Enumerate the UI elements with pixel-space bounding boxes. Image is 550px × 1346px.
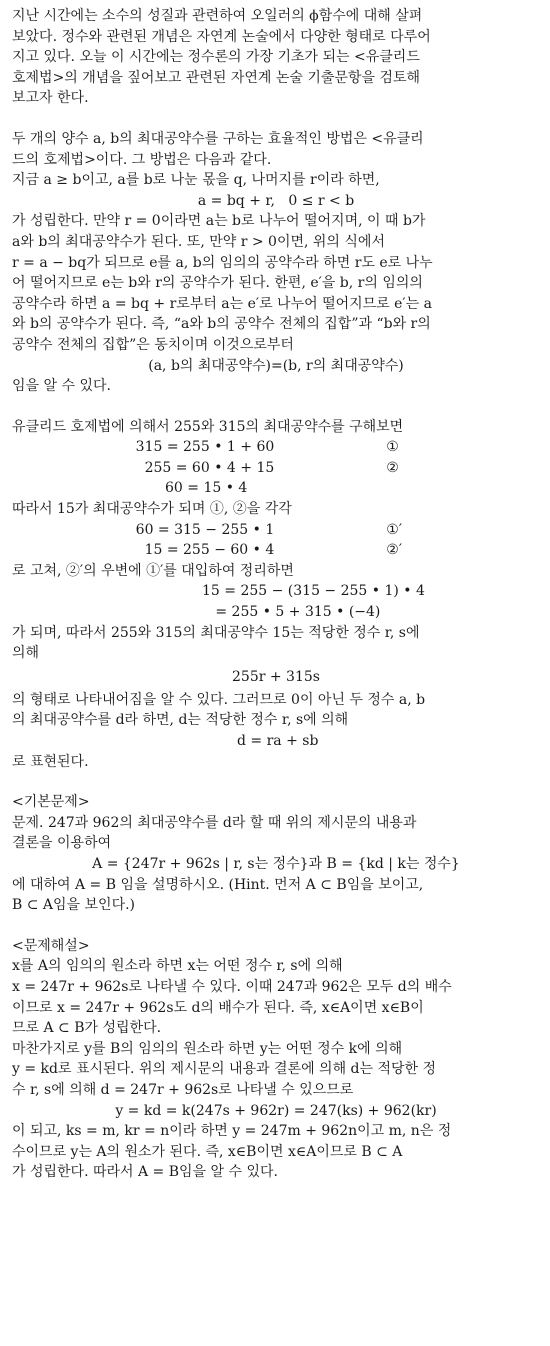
euclid-explanation <box>12 129 540 397</box>
equation: 15 = 255 − 60 • 4 <box>144 542 275 559</box>
equation-number: ①′ <box>386 521 402 538</box>
equation-row <box>12 520 540 541</box>
text-line: y = kd로 표시된다. 위의 제시문의 내용과 결론에 의해 d는 적당한 정 <box>12 1061 437 1078</box>
text-line: 가 성립한다. 만약 r = 0이라면 a는 b로 나누어 떨어지며, 이 때 b가 <box>12 213 426 230</box>
text-line: 유클리드 호제법에 의해서 255와 315의 최대공약수를 구해보면 <box>12 418 404 435</box>
text-line: r = a − bq가 되므로 e를 a, b의 임의의 공약수라 하면 r도 e로 나누 <box>12 254 433 271</box>
text-line: 드의 호제법>이다. 그 방법은 다음과 같다. <box>12 151 272 168</box>
text-line: 이므로 x = 247r + 962s도 d의 배수가 된다. 즉, x∈A이면 x∈B이 <box>12 999 424 1016</box>
equation-row <box>12 540 540 561</box>
text-line: 의 형태로 나타내어짐을 알 수 있다. 그러므로 0이 아닌 두 정수 a, b <box>12 691 426 708</box>
intro-line: 지난 시간에는 소수의 성질과 관련하여 오일러의 ϕ함수에 대해 살펴 <box>12 8 423 24</box>
text-line: 의해 <box>12 645 40 662</box>
text-line: x = 247r + 962s로 나타낼 수 있다. 이때 247과 962은 모두 d의 배수 <box>12 978 452 995</box>
intro-line: 호제법>의 개념을 짚어보고 관련된 자연계 논술 기출문항을 검토해 <box>12 69 421 86</box>
equation-sets: A = {247r + 962s | r, s는 정수}과 B = {kd | k는 정수} <box>92 855 460 872</box>
equation: = 255 • 5 + 315 • (−4) <box>202 604 381 621</box>
text-line: 가 성립한다. 따라서 A = B임을 알 수 있다. <box>12 1164 278 1181</box>
text-line: 로 표현된다. <box>12 753 89 770</box>
equation-division: a = bq + r, 0 ≤ r < b <box>197 192 355 209</box>
spacer <box>12 916 540 936</box>
spacer <box>12 397 540 417</box>
text-line: B ⊂ A임을 보인다.) <box>12 897 136 914</box>
equation-number <box>304 478 474 499</box>
section-heading: <기본문제> <box>12 794 90 811</box>
equation: 60 = 315 − 255 • 1 <box>135 521 275 538</box>
text-line: 지금 a ≥ b이고, a를 b로 나눈 몫을 q, 나머지를 r이라 하면, <box>12 172 380 189</box>
equation-number: ② <box>386 459 399 476</box>
equation: 255 = 60 • 4 + 15 <box>144 459 275 476</box>
equation: 15 = 255 − (315 − 255 • 1) • 4 <box>202 583 425 600</box>
intro-line: 보았다. 정수와 관련된 개념은 자연계 논술에서 다양한 형태로 다루어 <box>12 28 431 45</box>
equation-number: ②′ <box>386 542 402 559</box>
problem-solution <box>12 936 540 1183</box>
intro-paragraph <box>12 6 540 109</box>
text-line: 따라서 15가 최대공약수가 되며 ①, ②을 각각 <box>12 501 292 518</box>
text-line: 와 b의 공약수가 된다. 즉, “a와 b의 공약수 전체의 집합”과 “b와 r의 <box>12 316 431 333</box>
text-line: 마찬가지로 y를 B의 임의의 원소라 하면 y는 어떤 정수 k에 의해 <box>12 1040 403 1057</box>
text-line: 므로 A ⊂ B가 성립한다. <box>12 1020 162 1037</box>
text-line: 임을 알 수 있다. <box>12 378 111 395</box>
equation-row <box>12 437 540 458</box>
text-line: 가 되며, 따라서 255와 315의 최대공약수 15는 적당한 정수 r, s에 <box>12 624 420 641</box>
text-line: 로 고쳐, ②′의 우변에 ①′를 대입하여 정리하면 <box>12 562 294 579</box>
equation-gcd-identity: (a, b의 최대공약수)=(b, r의 최대공약수) <box>148 357 404 374</box>
equation: 315 = 255 • 1 + 60 <box>135 439 275 456</box>
spacer <box>12 772 540 792</box>
text-line: 결론을 이용하여 <box>12 835 112 852</box>
text-line: 수이므로 y는 A의 원소가 된다. 즉, x∈B이면 x∈A이므로 B ⊂ A <box>12 1143 403 1160</box>
text-line: a와 b의 최대공약수가 된다. 또, 만약 r > 0이면, 위의 식에서 <box>12 233 385 250</box>
basic-problem <box>12 792 540 916</box>
text-line: 두 개의 양수 a, b의 최대공약수를 구하는 효율적인 방법은 <유클리 <box>12 130 424 147</box>
text-line: 이 되고, ks = m, kr = n이라 하면 y = 247m + 962n이고 m, n은 정 <box>12 1123 452 1140</box>
equation-substitution: y = kd = k(247s + 962r) = 247(ks) + 962(kr) <box>115 1102 437 1119</box>
text-line: 공약수라 하면 a = bq + r로부터 a는 e′로 나누어 떨어지므로 e′는 a <box>12 295 432 312</box>
text-line: 공약수 전체의 집합”은 동치이며 이것으로부터 <box>12 336 294 353</box>
text-line: 어 떨어지므로 e는 b와 r의 공약수가 된다. 한편, e′을 b, r의 임의의 <box>12 275 423 292</box>
intro-line: 지고 있다. 오늘 이 시간에는 정수론의 가장 기초가 되는 <유클리드 <box>12 49 420 66</box>
text-line: x를 A의 임의의 원소라 하면 x는 어떤 정수 r, s에 의해 <box>12 958 343 975</box>
text-line: 수 r, s에 의해 d = 247r + 962s로 나타낼 수 있으므로 <box>12 1081 354 1098</box>
equation: 255r + 315s <box>232 668 320 685</box>
text-line: 의 최대공약수를 d라 하면, d는 적당한 정수 r, s에 의해 <box>12 712 349 729</box>
intro-line: 보고자 한다. <box>12 90 89 107</box>
equation-row <box>12 458 540 479</box>
section-heading: <문제해설> <box>12 937 90 954</box>
text-line: 에 대하여 A = B 임을 설명하시오. (Hint. 먼저 A ⊂ B임을 보이고, <box>12 876 424 893</box>
equation-row <box>12 478 540 499</box>
equation: d = ra + sb <box>237 733 319 749</box>
worked-example <box>12 417 540 773</box>
spacer <box>12 109 540 129</box>
equation: 60 = 15 • 4 <box>165 480 248 497</box>
text-line: 문제. 247과 962의 최대공약수를 d라 할 때 위의 제시문의 내용과 <box>12 814 417 831</box>
equation-number: ① <box>386 439 399 456</box>
